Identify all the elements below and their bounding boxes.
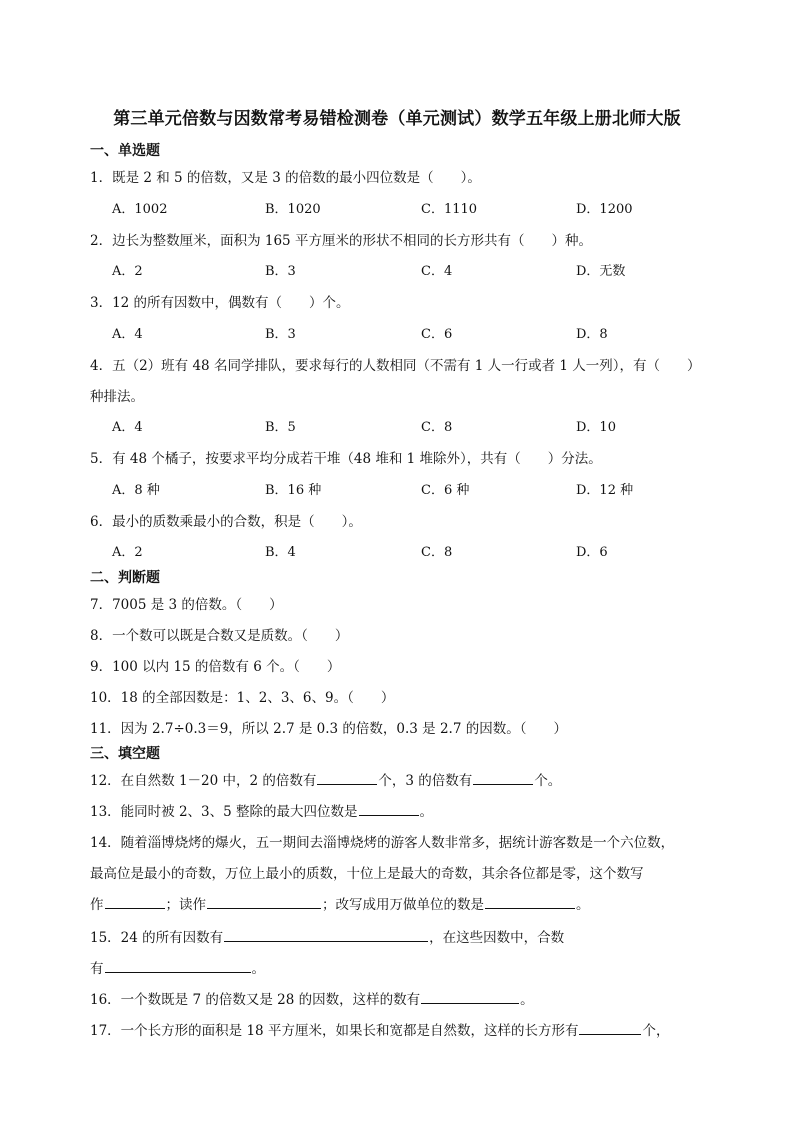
q12-text-b: 个，3 的倍数有 (378, 773, 473, 789)
q2-option-d: D．无数 (576, 264, 626, 279)
question-8: 8．一个数可以既是合数又是质数。（ ） (90, 628, 349, 644)
q17-text-b: 个， (642, 1023, 670, 1039)
question-2: 2．边长为整数厘米，面积为 165 平方厘米的形状不相同的长方形共有（ ）种。 (90, 233, 592, 249)
q13-text-a: 13．能同时被 2、3、5 整除的最大四位数是 (90, 804, 358, 820)
q1-option-a: A．1002 (112, 202, 168, 217)
question-11: 11．因为 2.7÷0.3＝9，所以 2.7 是 0.3 的倍数，0.3 是 2.7 的因数。（ ） (90, 721, 567, 737)
q5-option-a: A．8 种 (112, 483, 160, 498)
q4-option-d: D．10 (576, 420, 616, 435)
q16-text-b: 。 (520, 992, 534, 1008)
q3-option-d: D．8 (576, 327, 608, 342)
q2-option-a: A．2 (112, 264, 143, 279)
question-6: 6．最小的质数乘最小的合数，积是（ ）。 (90, 514, 362, 530)
q15-text-a: 15．24 的所有因数有 (90, 930, 224, 946)
question-14-line-2: 最高位是最小的奇数，万位上最小的质数，十位上是最大的奇数，其余各位都是零，这个数写 (90, 866, 644, 882)
question-9: 9．100 以内 15 的倍数有 6 个。（ ） (90, 659, 341, 675)
q15-blank-2[interactable] (105, 958, 251, 973)
q12-text-c: 个。 (534, 773, 562, 789)
q14-text-a: 作 (90, 897, 104, 913)
question-10: 10．18 的全部因数是：1、2、3、6、9。（ ） (90, 690, 395, 706)
q5-option-d: D．12 种 (576, 483, 634, 498)
section-heading-single-choice: 一、单选题 (90, 143, 160, 159)
question-13 (90, 800, 433, 820)
q14-text-b: ；读作 (165, 897, 206, 913)
q2-option-b: B．3 (265, 264, 296, 279)
q12-text-a: 12．在自然数 1－20 中，2 的倍数有 (90, 773, 317, 789)
q6-option-a: A．2 (112, 545, 143, 560)
q17-text-a: 17．一个长方形的面积是 18 平方厘米，如果长和宽都是自然数，这样的长方形有 (90, 1023, 579, 1039)
section-heading-fill-in: 三、填空题 (90, 746, 160, 762)
question-14-line-1: 14．随着淄博烧烤的爆火，五一期间去淄博烧烤的游客人数非常多，据统计游客数是一个六位数， (90, 835, 675, 851)
question-3: 3．12 的所有因数中，偶数有（ ）个。 (90, 295, 350, 311)
q14-blank-1[interactable] (105, 894, 165, 909)
question-1: 1．既是 2 和 5 的倍数，又是 3 的倍数的最小四位数是（ ）。 (90, 170, 481, 186)
q12-blank-1[interactable] (317, 770, 377, 785)
q16-blank[interactable] (421, 989, 519, 1004)
q14-text-d: 。 (576, 897, 590, 913)
question-14-line-3 (90, 893, 590, 913)
q5-option-b: B．16 种 (265, 483, 322, 498)
q5-option-c: C．6 种 (421, 483, 470, 498)
question-15-line-1 (90, 926, 564, 946)
q15-blank-1[interactable] (224, 927, 428, 942)
q6-option-d: D．6 (576, 545, 608, 560)
question-7: 7．7005 是 3 的倍数。（ ） (90, 597, 283, 613)
q4-option-c: C．8 (421, 420, 453, 435)
q1-option-c: C．1110 (421, 202, 478, 217)
q14-text-c: ；改写成用万做单位的数是 (322, 897, 484, 913)
q13-text-b: 。 (419, 804, 434, 820)
q3-option-c: C．6 (421, 327, 453, 342)
q2-option-c: C．4 (421, 264, 453, 279)
question-17 (90, 1019, 669, 1039)
q14-blank-2[interactable] (207, 894, 321, 909)
q14-blank-3[interactable] (485, 894, 575, 909)
q1-option-b: B．1020 (265, 202, 321, 217)
q15-text-d: 。 (251, 961, 265, 977)
question-4: 4．五（2）班有 48 名同学排队，要求每行的人数相同（不需有 1 人一行或者 1 人一列），有（ ） (90, 358, 701, 374)
q17-blank[interactable] (579, 1020, 641, 1035)
q1-option-d: D．1200 (576, 202, 633, 217)
q15-text-b: ，在这些因数中，合数 (429, 930, 565, 946)
question-12 (90, 769, 561, 789)
question-4-continued: 种排法。 (90, 389, 144, 405)
q4-option-b: B．5 (265, 420, 296, 435)
q6-option-c: C．8 (421, 545, 453, 560)
question-16 (90, 988, 534, 1008)
q3-option-a: A．4 (112, 327, 143, 342)
q16-text-a: 16．一个数既是 7 的倍数又是 28 的因数，这样的数有 (90, 992, 421, 1008)
q15-text-c: 有 (90, 961, 104, 977)
q13-blank[interactable] (359, 801, 419, 816)
question-15-line-2 (90, 957, 265, 977)
q12-blank-2[interactable] (473, 770, 533, 785)
q4-option-a: A．4 (112, 420, 143, 435)
q6-option-b: B．4 (265, 545, 296, 560)
question-5: 5．有 48 个橘子，按要求平均分成若干堆（48 堆和 1 堆除外），共有（ ）分法。 (90, 451, 602, 467)
q3-option-b: B．3 (265, 327, 296, 342)
page-title: 第三单元倍数与因数常考易错检测卷（单元测试）数学五年级上册北师大版 (113, 109, 681, 129)
section-heading-true-false: 二、判断题 (90, 570, 160, 586)
